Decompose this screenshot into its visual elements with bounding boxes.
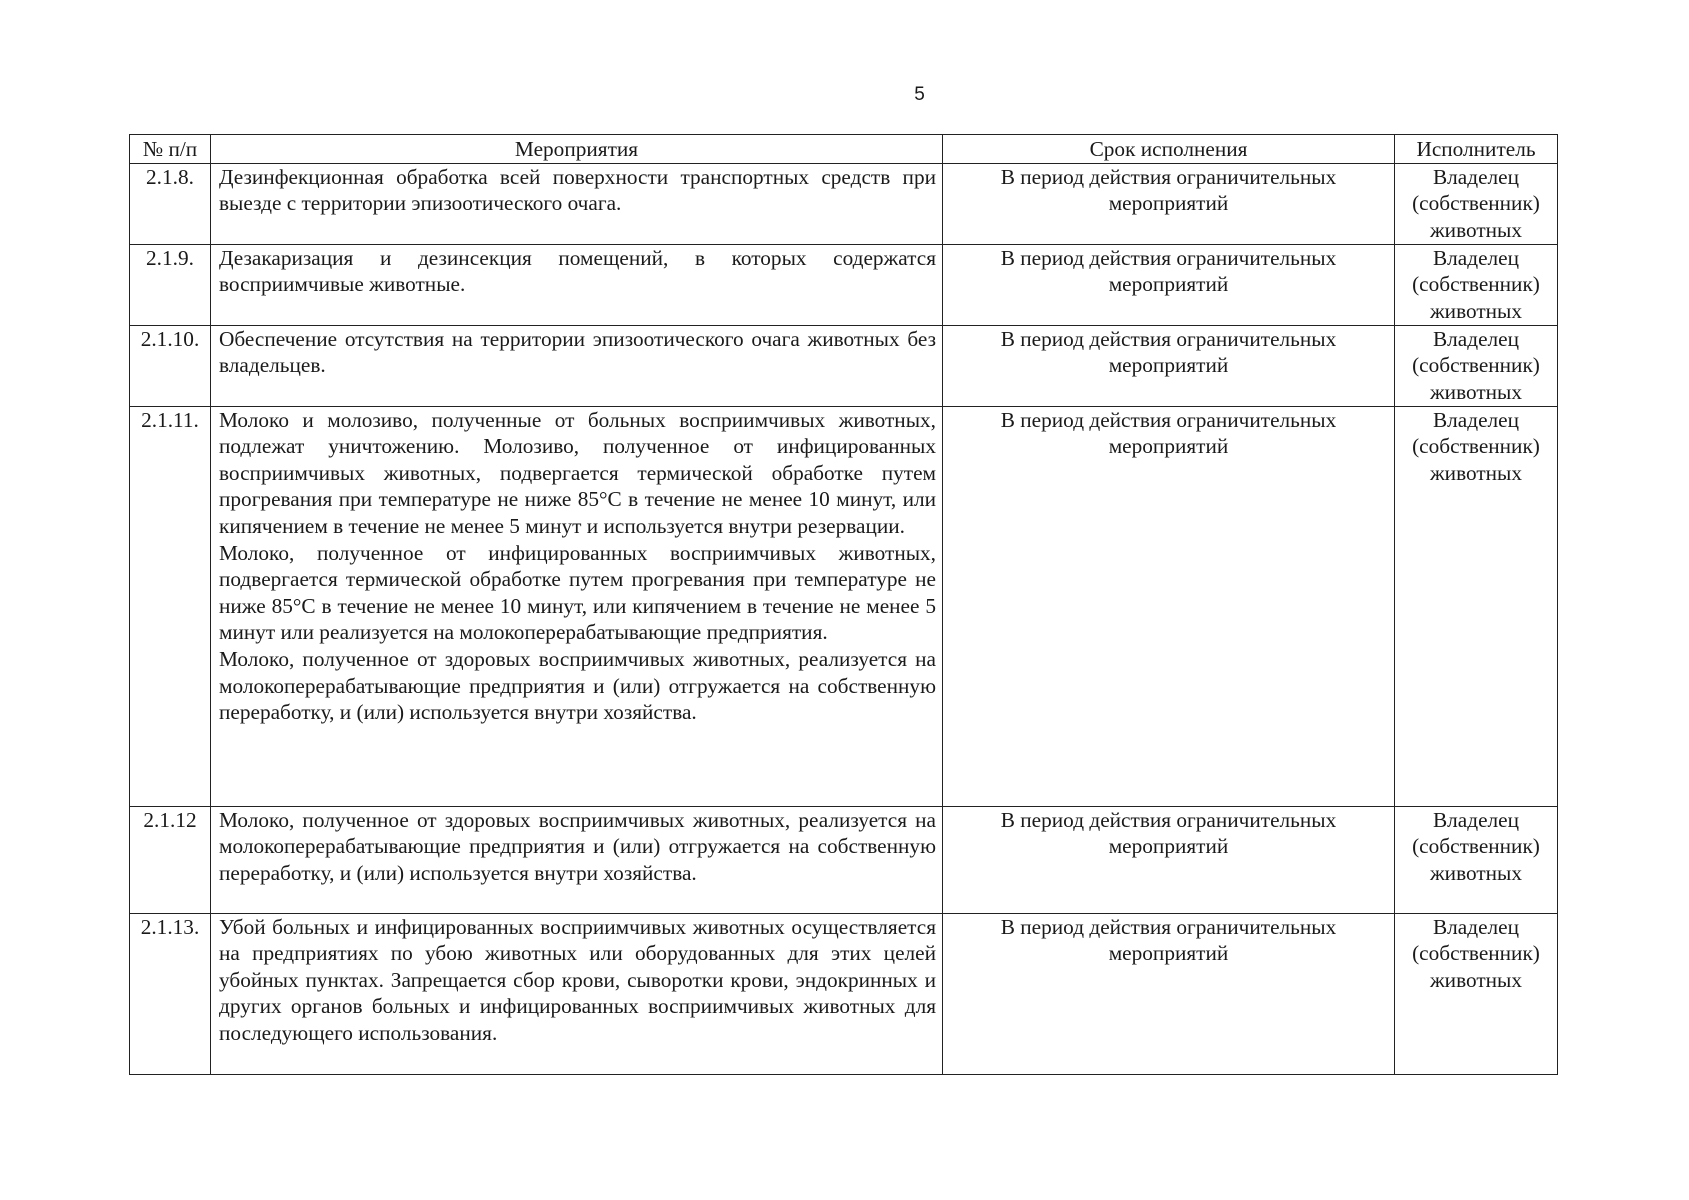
executor-line: Владелец	[1432, 807, 1520, 832]
executor-line: Владелец	[1432, 326, 1520, 351]
table-row	[130, 325, 1558, 406]
event-paragraph: Убой больных и инфицированных восприимчивых животных осуществляется на предприятиях по убою животных или оборудованных для этих целей убойных пунктах. Запрещается сбор крови, сыворотки крови, эндокринных и других органов больных и инфицированных восприимчивых животных для последующего использования.	[219, 914, 936, 1045]
header-executor: Исполнитель	[1395, 135, 1558, 164]
row-deadline: В период действия ограничительных мероприятий	[943, 806, 1395, 913]
event-paragraph: Молоко, полученное от инфицированных восприимчивых животных, подвергается термической обработке путем прогревания при температуре не ниже 85°С в течение не менее 10 минут, или кипячением в течение не менее 5 минут или реализуется на молокоперерабатывающие предприятия.	[219, 540, 936, 645]
row-number: 2.1.8.	[130, 163, 211, 244]
executor-line: (собственник)	[1412, 191, 1540, 216]
row-event	[211, 806, 943, 913]
event-paragraph: Молоко, полученное от здоровых восприимчивых животных, реализуется на молокоперерабатывающие предприятия и (или) отгружается на собственную переработку, и (или) используется внутри хозяйства.	[219, 646, 936, 725]
table-header-row	[130, 135, 1558, 164]
executor-line: (собственник)	[1412, 834, 1540, 859]
executor-line: Владелец	[1432, 914, 1520, 939]
header-event: Мероприятия	[211, 135, 943, 164]
page-number: 5	[914, 84, 925, 105]
executor-line: (собственник)	[1412, 941, 1540, 966]
row-deadline: В период действия ограничительных мероприятий	[943, 913, 1395, 1074]
measures-table	[129, 134, 1558, 1075]
row-deadline: В период действия ограничительных мероприятий	[943, 244, 1395, 325]
executor-line: Владелец	[1432, 164, 1520, 189]
event-paragraph: Молоко и молозиво, полученные от больных восприимчивых животных, подлежат уничтожению. Молозиво, полученное от инфицированных восприимчивых животных, подвергается термической обработке путем прогревания при температуре не ниже 85°С в течение не менее 10 минут, или кипячением в течение не менее 5 минут и используется внутри резервации.	[219, 407, 936, 538]
row-executor	[1395, 325, 1558, 406]
executor-line: (собственник)	[1412, 434, 1540, 459]
executor-line: животных	[1429, 460, 1523, 485]
event-paragraph: Молоко, полученное от здоровых восприимчивых животных, реализуется на молокоперерабатывающие предприятия и (или) отгружается на собственную переработку, и (или) используется внутри хозяйства.	[219, 807, 936, 885]
executor-line: Владелец	[1432, 245, 1520, 270]
row-number: 2.1.11.	[130, 406, 211, 806]
row-event	[211, 163, 943, 244]
row-event	[211, 244, 943, 325]
row-deadline: В период действия ограничительных мероприятий	[943, 163, 1395, 244]
table-row	[130, 913, 1558, 1074]
header-num: № п/п	[130, 135, 211, 164]
executor-line: (собственник)	[1412, 353, 1540, 378]
event-paragraph: Дезакаризация и дезинсекция помещений, в которых содержатся восприимчивые животные.	[219, 245, 936, 297]
row-deadline: В период действия ограничительных мероприятий	[943, 325, 1395, 406]
executor-line: животных	[1429, 379, 1523, 404]
row-executor	[1395, 244, 1558, 325]
row-deadline: В период действия ограничительных мероприятий	[943, 406, 1395, 806]
row-number: 2.1.10.	[130, 325, 211, 406]
executor-line: Владелец	[1432, 407, 1520, 432]
row-event	[211, 913, 943, 1074]
row-event	[211, 325, 943, 406]
row-executor	[1395, 163, 1558, 244]
event-paragraph: Обеспечение отсутствия на территории эпизоотического очага животных без владельцев.	[219, 326, 936, 378]
row-number: 2.1.13.	[130, 913, 211, 1074]
header-deadline: Срок исполнения	[943, 135, 1395, 164]
table-row	[130, 406, 1558, 806]
executor-line: (собственник)	[1412, 272, 1540, 297]
row-number: 2.1.9.	[130, 244, 211, 325]
table-row	[130, 806, 1558, 913]
executor-line: животных	[1429, 217, 1523, 242]
event-paragraph: Дезинфекционная обработка всей поверхности транспортных средств при выезде с территории эпизоотического очага.	[219, 164, 936, 216]
row-number: 2.1.12	[130, 806, 211, 913]
row-executor	[1395, 406, 1558, 806]
row-executor	[1395, 806, 1558, 913]
table-row	[130, 244, 1558, 325]
executor-line: животных	[1429, 860, 1523, 885]
row-event	[211, 406, 943, 806]
row-executor	[1395, 913, 1558, 1074]
table-row	[130, 163, 1558, 244]
executor-line: животных	[1429, 967, 1523, 992]
executor-line: животных	[1429, 298, 1523, 323]
